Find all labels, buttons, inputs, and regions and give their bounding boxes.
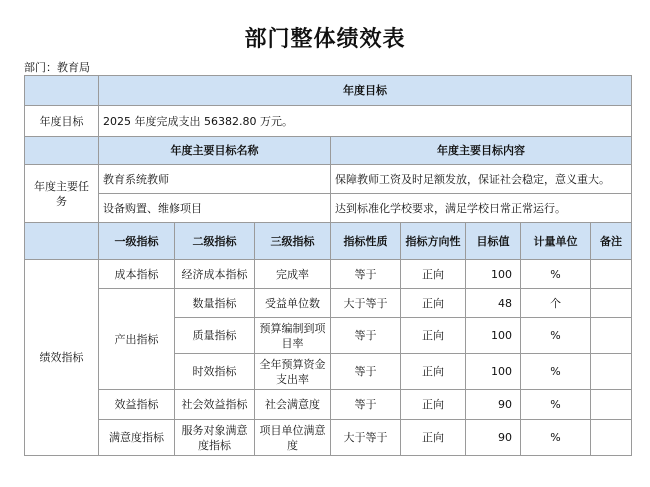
- note-cell: [591, 289, 632, 318]
- main-task-content: 达到标准化学校要求，满足学校日常正常运行。: [331, 194, 632, 223]
- level2-cell: 社会效益指标: [175, 390, 255, 420]
- performance-table: [24, 75, 632, 456]
- header-value: 目标值: [466, 223, 521, 260]
- nature-cell: 等于: [331, 390, 401, 420]
- main-task-content: 保障教师工资及时足额发放，保证社会稳定，意义重大。: [331, 165, 632, 194]
- note-cell: [591, 318, 632, 354]
- main-tasks-label: 年度主要任务: [25, 165, 99, 223]
- level1-cell: 满意度指标: [99, 420, 175, 456]
- header-level3: 三级指标: [255, 223, 331, 260]
- unit-cell: 个: [521, 289, 591, 318]
- direction-cell: 正向: [401, 318, 466, 354]
- blank-cell: [25, 137, 99, 165]
- unit-cell: %: [521, 354, 591, 390]
- page-title: 部门整体绩效表: [244, 27, 406, 52]
- direction-cell: 正向: [401, 420, 466, 456]
- annual-goal-row: [25, 106, 632, 137]
- note-cell: [591, 390, 632, 420]
- level2-cell: 服务对象满意度指标: [175, 420, 255, 456]
- department-label: 部门：教育局: [24, 61, 90, 74]
- level1-cell: 效益指标: [99, 390, 175, 420]
- level3-cell: 受益单位数: [255, 289, 331, 318]
- value-cell: 100: [466, 318, 521, 354]
- direction-cell: 正向: [401, 390, 466, 420]
- level2-cell: 时效指标: [175, 354, 255, 390]
- level3-cell: 完成率: [255, 260, 331, 289]
- header-nature: 指标性质: [331, 223, 401, 260]
- main-task-row: [25, 165, 632, 194]
- table-row: [25, 390, 632, 420]
- level3-cell: 项目单位满意度: [255, 420, 331, 456]
- level2-cell: 质量指标: [175, 318, 255, 354]
- level3-cell: 预算编制到项目率: [255, 318, 331, 354]
- unit-cell: %: [521, 420, 591, 456]
- blank-cell: [25, 76, 99, 106]
- nature-cell: 大于等于: [331, 420, 401, 456]
- note-cell: [591, 420, 632, 456]
- value-cell: 48: [466, 289, 521, 318]
- annual-goal-header-row: [25, 76, 632, 106]
- unit-cell: %: [521, 260, 591, 289]
- direction-cell: 正向: [401, 260, 466, 289]
- main-task-content-header: 年度主要目标内容: [331, 137, 632, 165]
- nature-cell: 大于等于: [331, 289, 401, 318]
- table-row: [25, 289, 632, 318]
- level3-cell: 社会满意度: [255, 390, 331, 420]
- annual-goal-text: 2025 年度完成支出 56382.80 万元。: [99, 106, 632, 137]
- note-cell: [591, 260, 632, 289]
- header-level1: 一级指标: [99, 223, 175, 260]
- direction-cell: 正向: [401, 289, 466, 318]
- annual-goal-header: 年度目标: [99, 76, 632, 106]
- main-task-name: 教育系统教师: [99, 165, 331, 194]
- main-tasks-header-row: [25, 137, 632, 165]
- header-unit: 计量单位: [521, 223, 591, 260]
- value-cell: 100: [466, 260, 521, 289]
- note-cell: [591, 354, 632, 390]
- nature-cell: 等于: [331, 318, 401, 354]
- nature-cell: 等于: [331, 260, 401, 289]
- direction-cell: 正向: [401, 354, 466, 390]
- level2-cell: 经济成本指标: [175, 260, 255, 289]
- header-note: 备注: [591, 223, 632, 260]
- unit-cell: %: [521, 318, 591, 354]
- table-row: [25, 260, 632, 289]
- value-cell: 90: [466, 390, 521, 420]
- table-row: [25, 420, 632, 456]
- header-level2: 二级指标: [175, 223, 255, 260]
- level1-cell: 成本指标: [99, 260, 175, 289]
- level3-cell: 全年预算资金支出率: [255, 354, 331, 390]
- annual-goal-label: 年度目标: [25, 106, 99, 137]
- level1-cell: 产出指标: [99, 289, 175, 390]
- blank-cell: [25, 223, 99, 260]
- nature-cell: 等于: [331, 354, 401, 390]
- indicators-label: 绩效指标: [25, 260, 99, 456]
- main-task-name-header: 年度主要目标名称: [99, 137, 331, 165]
- unit-cell: %: [521, 390, 591, 420]
- main-task-row: [25, 194, 632, 223]
- value-cell: 100: [466, 354, 521, 390]
- level2-cell: 数量指标: [175, 289, 255, 318]
- main-task-name: 设备购置、维修项目: [99, 194, 331, 223]
- indicator-header-row: [25, 223, 632, 260]
- value-cell: 90: [466, 420, 521, 456]
- header-direction: 指标方向性: [401, 223, 466, 260]
